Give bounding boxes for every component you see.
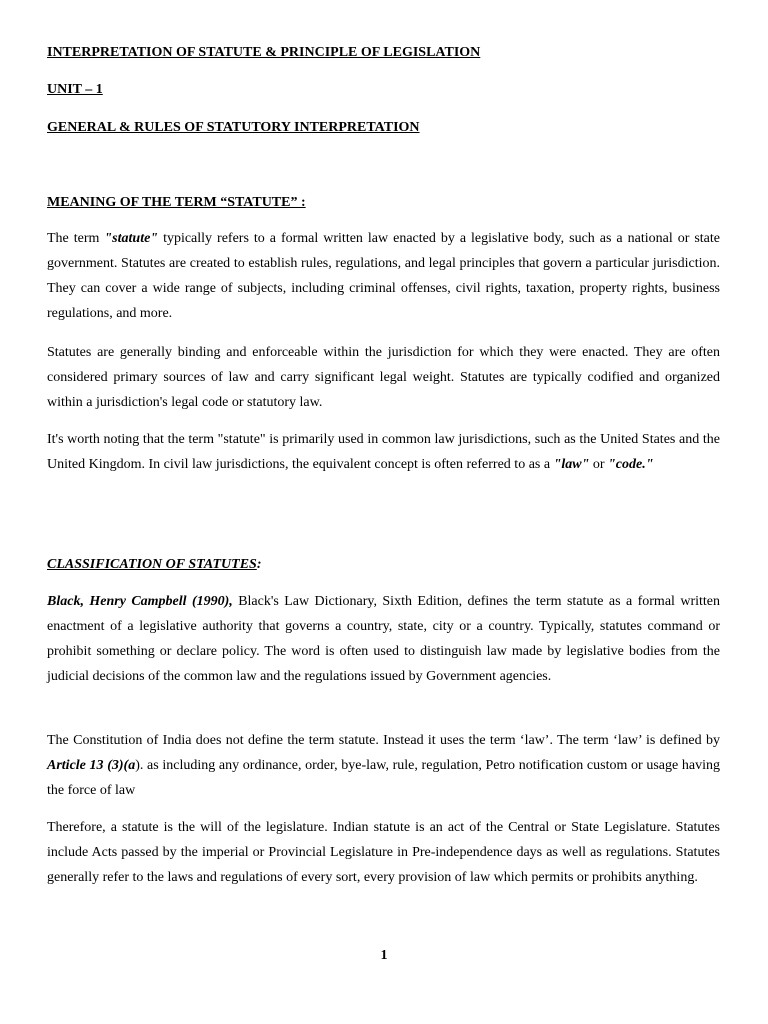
- text-run: typically refers to a formal written law enacted by a legislative body, such as a national or state government. Statutes are created to establish rules, regulations, and legal principles that govern a particular jurisdiction. They can cover a wide range of subjects, including criminal offenses, civil rights, taxation, property rights, business regulations, and more.: [47, 231, 721, 321]
- section-heading-meaning: MEANING OF THE TERM “STATUTE” :: [47, 195, 306, 210]
- paragraph-will-of-legislature: Therefore, a statute is the will of the legislature. Indian statute is an act of the Central or State Legislature. Statutes include Acts passed by the imperial or Provincial Legislature in Pre-independence days as well as regulations. Statutes generally refer to the laws and regulations of every sort, every provision of law which permits or prohibits anything.: [47, 820, 720, 885]
- section-heading-general-rules: GENERAL & RULES OF STATUTORY INTERPRETATION: [47, 120, 420, 135]
- citation-black-henry-campbell: Black, Henry Campbell (1990),: [47, 594, 233, 609]
- paragraph-statutes-binding: Statutes are generally binding and enforceable within the jurisdiction for which they were enacted. They are often considered primary sources of law and carry significant legal weight. Statutes are typically codified and organized within a jurisdiction's legal code or statutory law.: [47, 345, 720, 410]
- text-run: or: [589, 457, 609, 472]
- text-run: ). as including any ordinance, order, bye-law, rule, regulation, Petro notification custom or usage having the force of law: [47, 758, 720, 798]
- text-run: The Constitution of India does not define the term statute. Instead it uses the term ‘law’. The term ‘law’ is defined by: [47, 733, 720, 748]
- paragraph-common-law-note: [47, 427, 720, 477]
- text-run: Black's Law Dictionary, Sixth Edition, defines the term statute as a formal written enactment of a legislative authority that governs a country, state, city or a country. Typically, statutes command or prohibit something or declare policy. The word is often used to distinguish law made by legislative bodies from the judicial decisions of the common law and the regulations issued by Government agencies.: [47, 594, 720, 684]
- document-title: INTERPRETATION OF STATUTE & PRINCIPLE OF LEGISLATION: [47, 45, 481, 60]
- paragraph-statute-definition: [47, 226, 720, 326]
- section-heading-classification: [47, 556, 262, 573]
- unit-heading: UNIT – 1: [47, 82, 103, 97]
- classification-heading-colon: :: [256, 557, 262, 572]
- emphasis-statute: "statute": [104, 231, 159, 246]
- paragraph-constitution-of-india: [47, 728, 720, 803]
- citation-article-13: Article 13 (3)(a: [47, 758, 136, 773]
- text-run: The term: [47, 231, 105, 246]
- emphasis-code: "code.": [608, 457, 654, 472]
- text-run: It's worth noting that the term "statute" is primarily used in common law jurisdictions, such as the United States and the United Kingdom. In civil law jurisdictions, the equivalent concept is often referred to as a: [47, 432, 720, 472]
- emphasis-law: "law": [553, 457, 590, 472]
- page-number: 1: [380, 948, 388, 963]
- paragraph-blacks-law-definition: [47, 589, 720, 689]
- classification-heading-text: CLASSIFICATION OF STATUTES: [47, 557, 257, 572]
